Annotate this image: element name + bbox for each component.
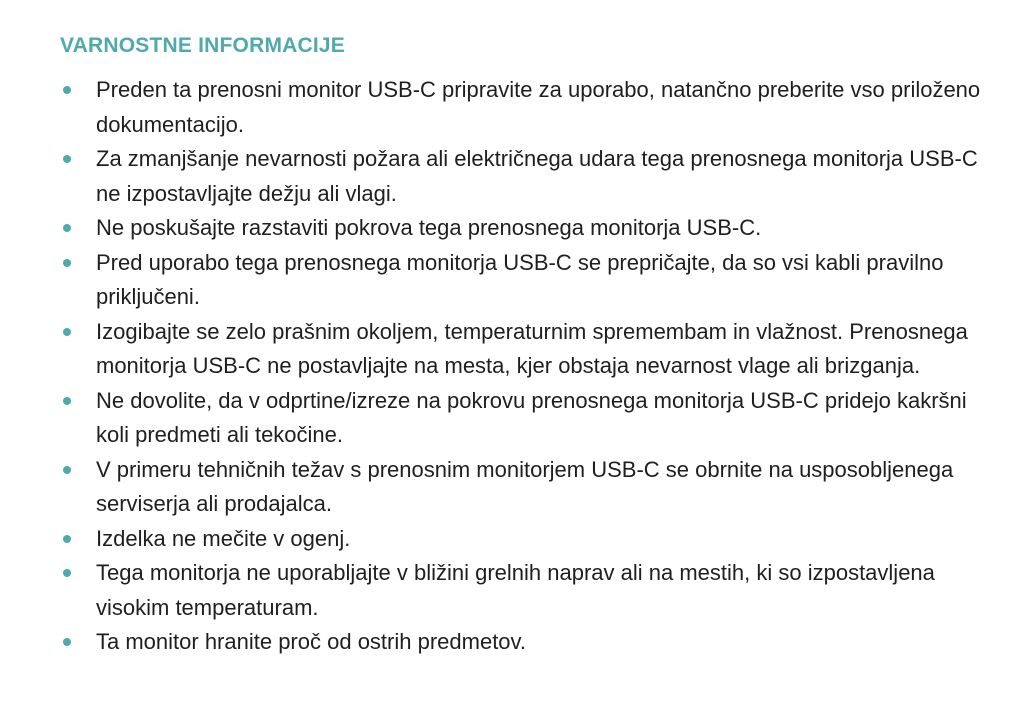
bullet-dot-icon xyxy=(60,73,74,108)
safety-item-text: Ta monitor hranite proč od ostrih predmetov. xyxy=(96,629,527,654)
bullet-dot-icon xyxy=(60,556,74,591)
safety-item-text: Ne dovolite, da v odprtine/izreze na pokrovu prenosnega monitorja USB-C pridejo kakršni koli predmeti ali tekočine. xyxy=(96,387,967,447)
safety-item-6 xyxy=(60,384,996,453)
bullet-dot-icon xyxy=(60,384,74,419)
safety-item-1 xyxy=(60,73,996,142)
bullet-dot-icon xyxy=(60,625,74,660)
safety-item-text: Tega monitorja ne uporabljajte v bližini grelnih naprav ali na mestih, ki so izpostavljena visokim temperaturam. xyxy=(96,560,935,620)
safety-item-2 xyxy=(60,142,996,211)
safety-item-text: Preden ta prenosni monitor USB-C pripravite za uporabo, natančno preberite vso priloženo dokumentacijo. xyxy=(96,77,981,137)
bullet-dot-icon xyxy=(60,315,74,350)
safety-item-7 xyxy=(60,453,996,522)
safety-item-text: V primeru tehničnih težav s prenosnim monitorjem USB-C se obrnite na usposobljenega serviserja ali prodajalca. xyxy=(96,456,954,516)
section-title: VARNOSTNE INFORMACIJE xyxy=(60,34,345,57)
safety-item-8 xyxy=(60,522,996,557)
bullet-dot-icon xyxy=(60,211,74,246)
safety-item-10 xyxy=(60,625,996,660)
safety-list xyxy=(60,73,996,660)
safety-item-5 xyxy=(60,315,996,384)
bullet-dot-icon xyxy=(60,522,74,557)
bullet-dot-icon xyxy=(60,453,74,488)
safety-item-text: Izdelka ne mečite v ogenj. xyxy=(96,525,351,551)
safety-item-9 xyxy=(60,556,996,625)
safety-item-4 xyxy=(60,246,996,315)
bullet-dot-icon xyxy=(60,142,74,177)
safety-item-text: Pred uporabo tega prenosnega monitorja USB-C se prepričajte, da so vsi kabli pravilno priključeni. xyxy=(96,249,944,309)
safety-item-text: Ne poskušajte razstaviti pokrova tega prenosnega monitorja USB-C. xyxy=(96,215,762,240)
safety-item-3 xyxy=(60,211,996,246)
safety-item-text: Izogibajte se zelo prašnim okoljem, temperaturnim spremembam in vlažnost. Prenosnega monitorja USB-C ne postavljajte na mesta, kjer obstaja nevarnost vlage ali brizganja. xyxy=(96,318,968,378)
safety-item-text: Za zmanjšanje nevarnosti požara ali električnega udara tega prenosnega monitorja USB-C ne izpostavljajte dežju ali vlagi. xyxy=(96,146,978,206)
bullet-dot-icon xyxy=(60,246,74,281)
